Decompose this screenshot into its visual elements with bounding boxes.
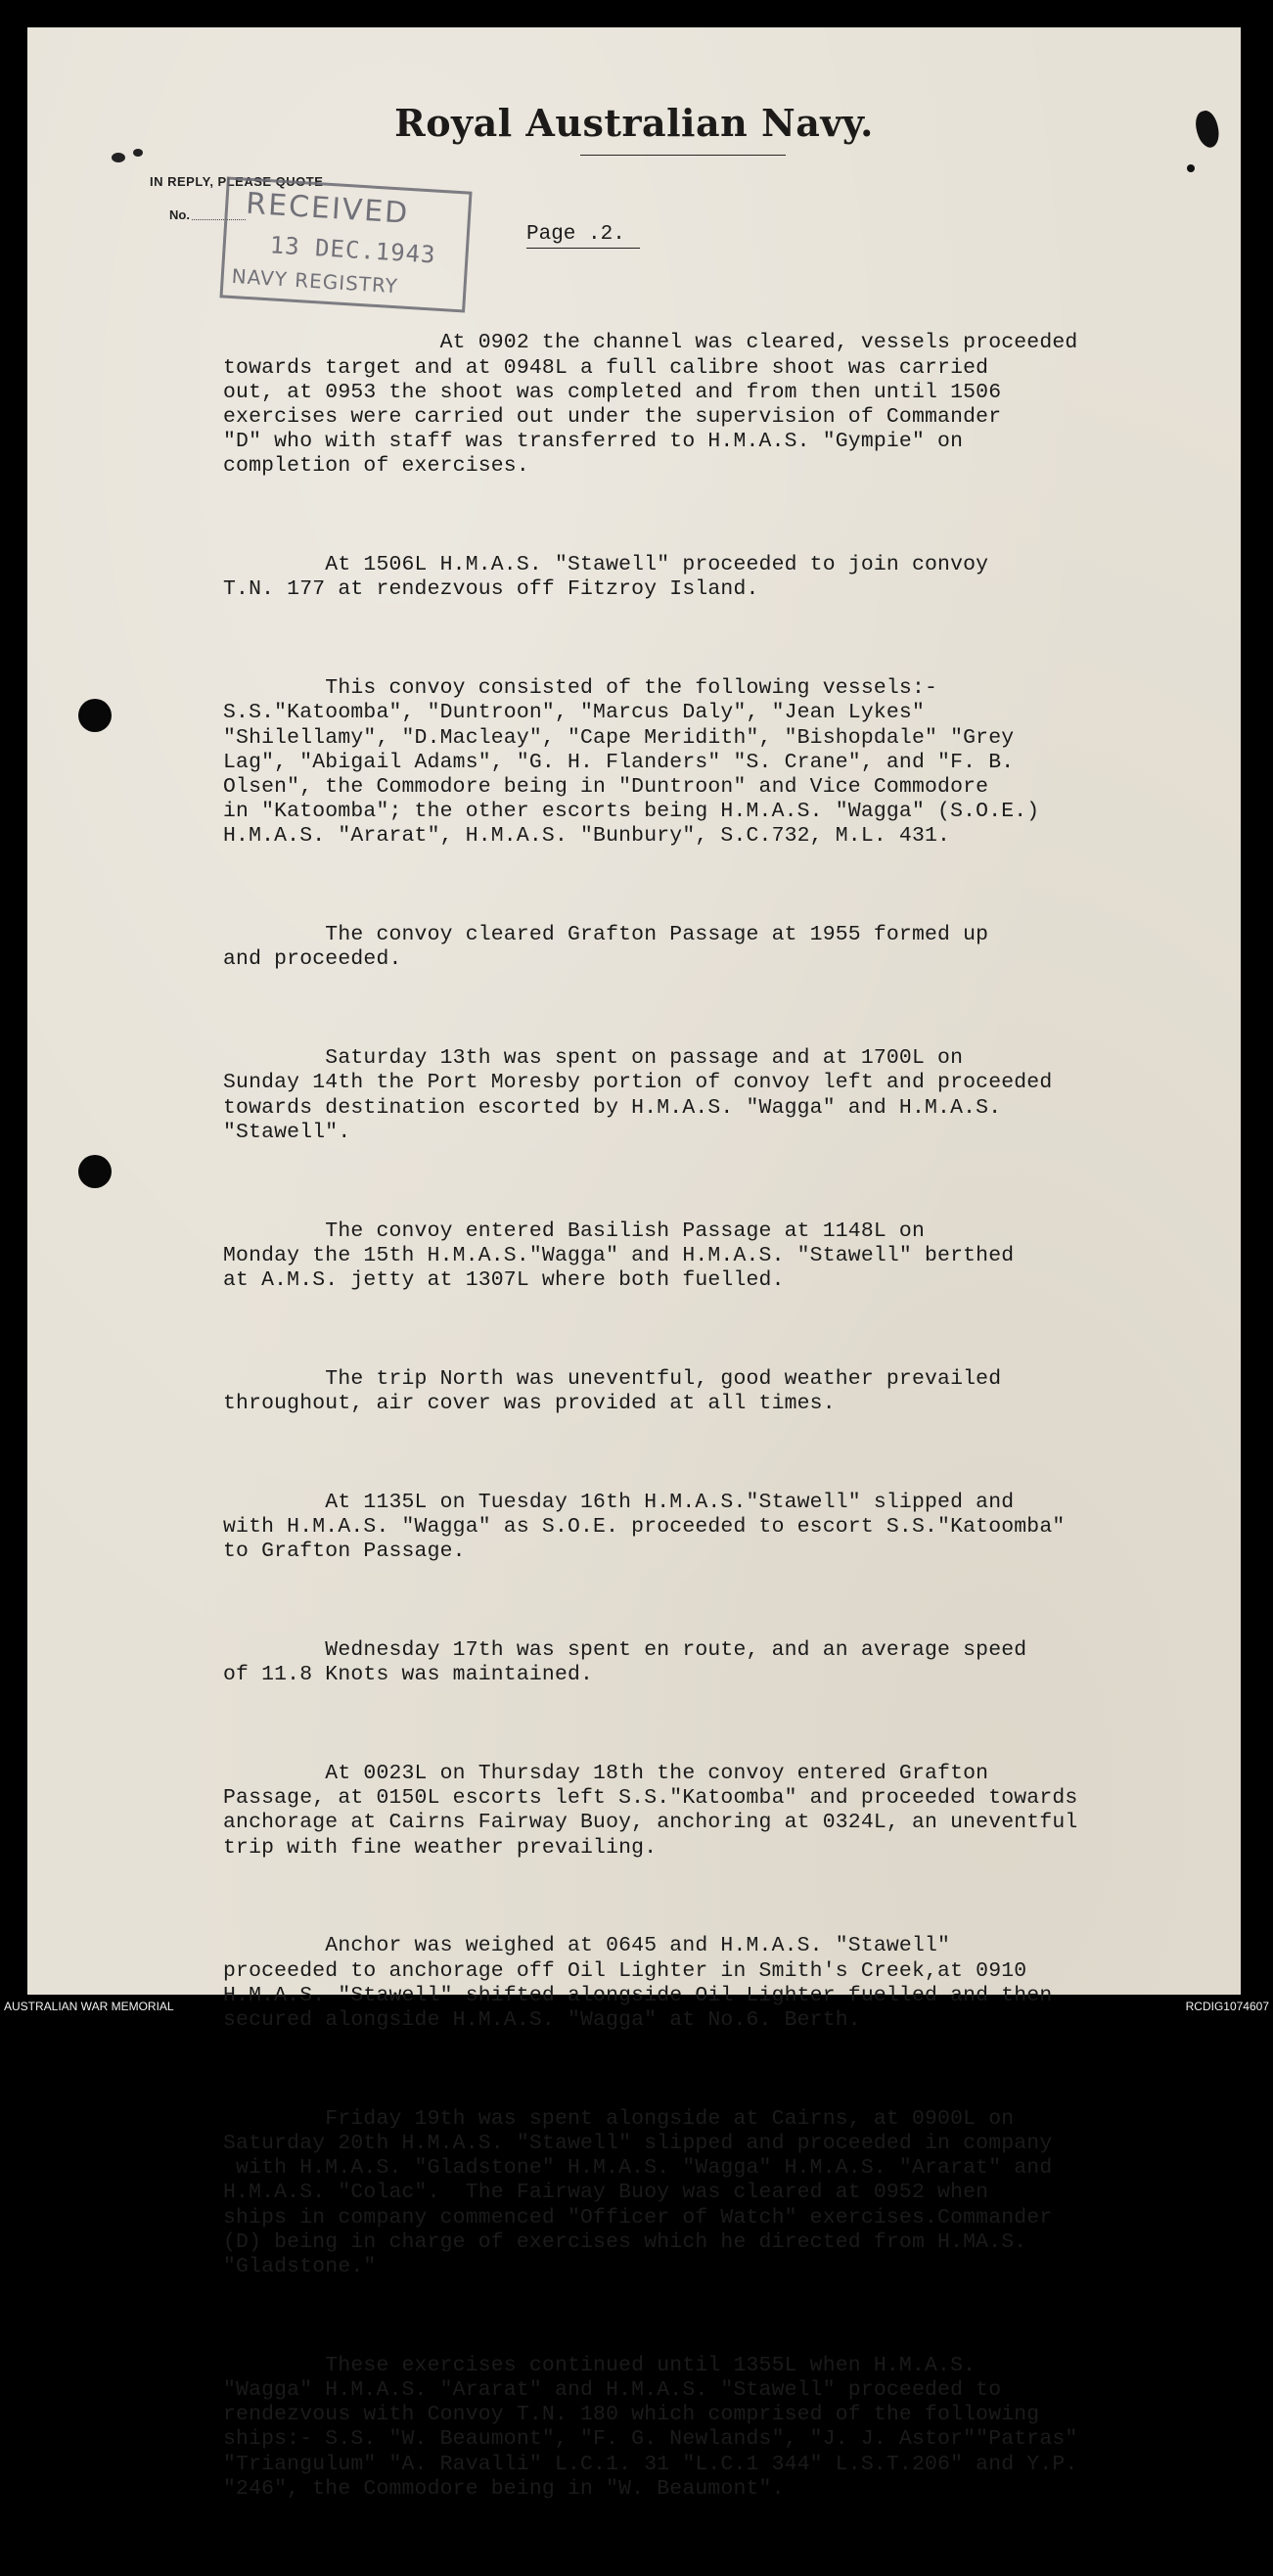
paragraph: Friday 19th was spent alongside at Cairns, at 0900L on Saturday 20th H.M.A.S. "Stawell" slipped and proceeded in company with H.M.A.S. "Gladstone" H.M.A.S. "Wagga" H.M.A.S. "Ararat" and H.M.A.S. "Colac". The Fairway Buoy was cleared at 0952 when ships in company commenced "Officer of Watch" exercises.Commander (D) being in charge of exercises which he directed from H.MA.S. "Gladstone." (223, 2106, 1053, 2279)
page-number-underline (526, 248, 640, 249)
paragraph: At 1135L on Tuesday 16th H.M.A.S."Stawell" slipped and with H.M.A.S. "Wagga" as S.O.E. proceeded to escort S.S."Katoomba" to Grafton Passage. (223, 1490, 1066, 1564)
letterhead-underline (580, 155, 786, 156)
stamp-registry-text: NAVY REGISTRY (231, 263, 399, 299)
paragraph: The convoy entered Basilish Passage at 1148L on Monday the 15th H.M.A.S."Wagga" and H.M.A.S. "Stawell" berthed at A.M.S. jetty at 1307L where both fuelled. (223, 1219, 1015, 1293)
stamp-date: 13 DEC.1943 (268, 231, 437, 269)
ink-blot (112, 153, 125, 162)
page-number: Page .2. (526, 223, 625, 246)
paragraph: At 1506L H.M.A.S. "Stawell" proceeded to join convoy T.N. 177 at rendezvous off Fitzroy Island. (223, 553, 989, 602)
paragraph: These exercises continued until 1355L when H.M.A.S. "Wagga" H.M.A.S. "Ararat" and H.M.A.S. "Stawell" proceeded to rendezvous with Convoy T.N. 180 which comprised of the following ships:- S.S. "W. Beaumont", "F. G. Newlands", "J. J. Astor""Patras" "Triangulum" "A. Ravalli" L.C.1. 31 "L.C.1 344" L.S.T.206" and Y.P. "246", the Commodore being in "W. Beaumont". (223, 2353, 1078, 2501)
paragraph: This convoy consisted of the following vessels:- S.S."Katoomba", "Duntroon", "Marcus Daly", "Jean Lykes" "Shilellamy", "D.Macleay", "Cape Meridith", "Bishopdale" "Grey Lag", "Abigail Adams", "G. H. Flanders" "S. Crane", and "F. B. Olsen", the Commodore being in "Duntroon" and Vice Commodore in "Katoomba"; the other escorts being H.M.A.S. "Wagga" (S.O.E.) H.M.A.S. "Ararat", H.M.A.S. "Bunbury", S.C.732, M.L. 431. (223, 676, 1040, 849)
punch-hole (78, 1155, 112, 1188)
paragraph: The convoy cleared Grafton Passage at 1955 formed up and proceeded. (223, 923, 989, 972)
letterhead-title: Royal Australian Navy. (394, 101, 874, 145)
footer-credit: AUSTRALIAN WAR MEMORIAL (4, 2000, 174, 2013)
footer-record-id: RCDIG1074607 (1185, 2000, 1269, 2013)
stamp-received-text: RECEIVED (245, 186, 411, 231)
reply-quote-label: IN REPLY, PLEASE QUOTE (150, 174, 324, 189)
paragraph: Wednesday 17th was spent en route, and an average speed of 11.8 Knots was maintained. (223, 1638, 1027, 1687)
ink-blot (133, 149, 143, 157)
paragraph: At 0023L on Thursday 18th the convoy entered Grafton Passage, at 0150L escorts left S.S."Katoomba" and proceeded towards anchorage at Cairns Fairway Buoy, anchoring at 0324L, an uneventful trip with fine weather prevailing. (223, 1762, 1078, 1860)
punch-hole (78, 699, 112, 732)
ink-blot (1187, 164, 1195, 172)
paragraph: Anchor was weighed at 0645 and H.M.A.S. "Stawell" proceeded to anchorage off Oil Lighter in Smith's Creek,at 0910 H.M.A.S. "Stawell" shifted alongside Oil Lighter fuelled and then secured alongside H.M.A.S. "Wagga" at No.6. Berth. (223, 1934, 1053, 2033)
paragraph: The trip North was uneventful, good weather prevailed throughout, air cover was provided at all times. (223, 1366, 1002, 1416)
paragraph: At 0902 the channel was cleared, vessels proceeded towards target and at 0948L a full calibre shoot was carried out, at 0953 the shoot was completed and from then until 1506 exercises were carried out under the supervision of Commander "D" who with staff was transferred to H.M.A.S. "Gympie" on completion of exercises. (223, 331, 1078, 479)
letter-body (223, 282, 1202, 2576)
reference-number-label: No. (169, 207, 190, 222)
paragraph: Saturday 13th was spent on passage and at 1700L on Sunday 14th the Port Moresby portion of convoy left and proceeded towards destination escorted by H.M.A.S. "Wagga" and H.M.A.S. "Stawell". (223, 1046, 1053, 1144)
